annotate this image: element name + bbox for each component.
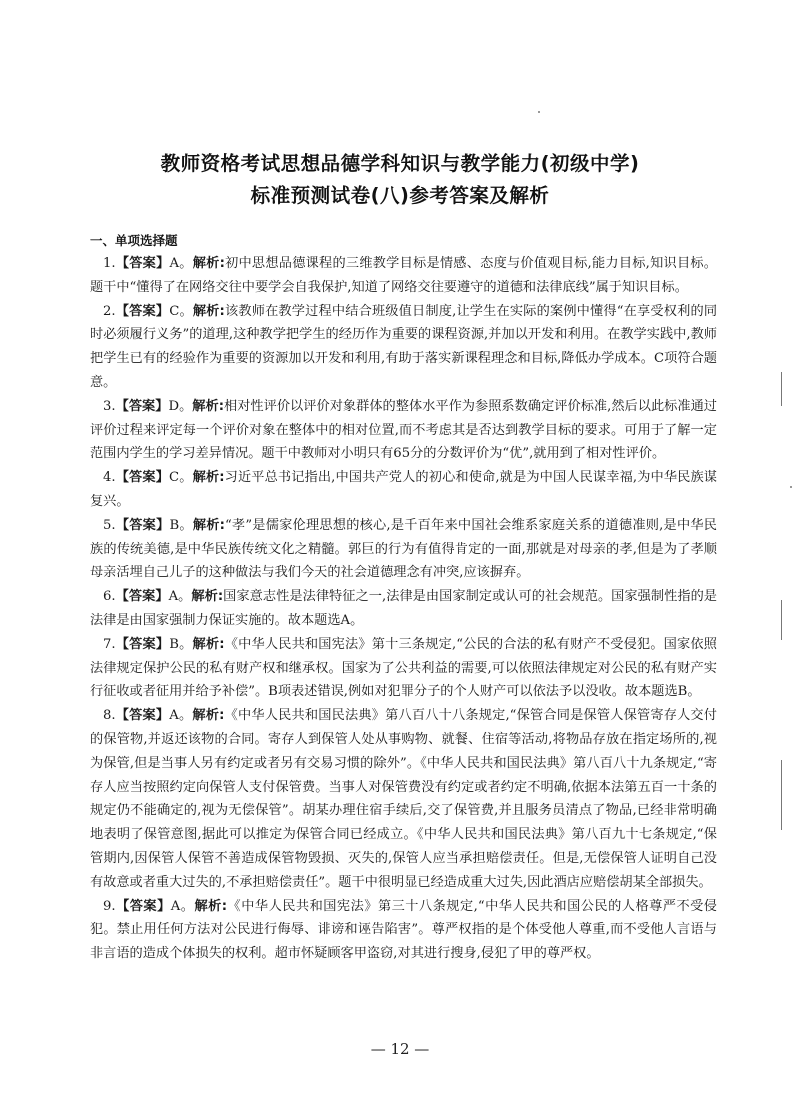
analysis-tag: 解析: [192, 708, 225, 724]
analysis-tag: 解析: [191, 589, 224, 605]
analysis-text: 《中华人民共和国宪法》第十三条规定,“公民的合法的私有财产不受侵犯。国家依照法律规定保护公民的私有财产权和继承权。国家为了公共利益的需要,可以依照法律规定对公民的私有财产实行征收或者征用并给予补偿”。B项表述错误,例如对犯罪分子的个人财产可以依法予以没收。故本题选B。 [90, 636, 717, 700]
answer-tag: 【答案】 [115, 636, 170, 652]
document-title-line2: 标准预测试卷(八)参考答案及解析 [250, 184, 550, 207]
answer-tag: 【答案】 [115, 303, 170, 319]
analysis-tag: 解析: [192, 398, 224, 414]
answer-letter: A。 [169, 256, 193, 271]
answer-number: 7. [103, 636, 116, 652]
answer-tag: 【答案】 [115, 517, 170, 533]
answer-tag: 【答案】 [115, 589, 169, 605]
analysis-tag: 解析: [194, 898, 228, 914]
scan-margin-mark [781, 372, 782, 406]
answer-letter: A。 [168, 589, 192, 605]
analysis-text: 相对性评价以评价对象群体的整体水平作为参照系数确定评价标准,然后以此标准通过评价过程来评定每一个评价对象在整体中的相对位置,而不考虑其是否达到教学目标的要求。可用于了解一定范围内学生的学习差异情况。题干中教师对小明只有65分的分数评价为“优”,就用到了相对性评价。 [90, 398, 717, 462]
answer-letter: B。 [169, 517, 193, 533]
analysis-tag: 解析: [192, 636, 225, 652]
analysis-text: 初中思想品德课程的三维教学目标是情感、态度与价值观目标,能力目标,知识目标。题干中“懂得了在网络交往中要学会自我保护,知道了网络交往要遵守的道德和法律底线”属于知识目标。 [90, 256, 717, 295]
answer-tag: 【答案】 [115, 256, 170, 271]
answer-letter: C。 [169, 470, 193, 486]
section-heading: 一、单项选择题 [90, 233, 178, 248]
answer-letter: A。 [170, 898, 195, 914]
answer-number: 8. [103, 708, 116, 724]
answer-number: 1. [103, 256, 116, 271]
answer-item [90, 514, 717, 585]
answer-item [90, 585, 717, 633]
answer-letter: D。 [168, 398, 193, 414]
scan-margin-mark [781, 760, 782, 830]
analysis-tag: 解析: [192, 303, 225, 319]
answer-letter: A。 [169, 708, 193, 724]
answer-item [90, 895, 717, 966]
scan-margin-mark [781, 600, 782, 640]
answer-item [90, 633, 717, 704]
analysis-text: 《中华人民共和国民法典》第八百八十八条规定,“保管合同是保管人保管寄存人交付的保管物,并返还该物的合同。寄存人到保管人处从事购物、就餐、住宿等活动,将物品存放在指定场所的,视为保管,但是当事人另有约定或者另有交易习惯的除外”。《中华人民共和国民法典》第八百八十九条规定,“寄存人应当按照约定向保管人支付保管费。当事人对保管费没有约定或者约定不明确,依据本法第五百一十条的规定仍不能确定的,视为无偿保管”。胡某办理住宿手续后,交了保管费,并且服务员清点了物品,已经非常明确地表明了保管意图,据此可以推定为保管合同已经成立。《中华人民共和国民法典》第八百九十七条规定,“保管期内,因保管人保管不善造成保管物毁损、灭失的,保管人应当承担赔偿责任。但是,无偿保管人证明自己没有故意或者重大过失的,不承担赔偿责任”。题干中很明显已经造成重大过失,因此酒店应赔偿胡某全部损失。 [90, 708, 717, 890]
answer-tag: 【答案】 [115, 708, 170, 724]
answer-number: 9. [103, 898, 116, 914]
analysis-text: 国家意志性是法律特征之一,法律是由国家制定或认可的社会规范。国家强制性指的是法律是由国家强制力保证实施的。故本题选A。 [90, 589, 717, 628]
answer-item [90, 252, 717, 300]
document-title-line1: 教师资格考试思想品德学科知识与教学能力(初级中学) [160, 152, 640, 175]
answer-item [90, 704, 717, 894]
page-number: — 12 — [370, 1040, 430, 1058]
answer-item [90, 466, 717, 514]
analysis-tag: 解析: [192, 470, 225, 486]
answer-item [90, 395, 717, 466]
analysis-text: 《中华人民共和国宪法》第三十八条规定,“中华人民共和国公民的人格尊严不受侵犯。禁止用任何方法对公民进行侮辱、诽谤和诬告陷害”。尊严权指的是个体受他人尊重,而不受他人言语与非言语的造成个体损失的权利。超市怀疑顾客甲盗窃,对其进行搜身,侵犯了甲的尊严权。 [90, 898, 717, 962]
answer-item [90, 300, 717, 395]
analysis-tag: 解析: [192, 517, 225, 533]
answer-number: 5. [103, 517, 116, 533]
answer-number: 4. [103, 470, 116, 486]
analysis-text: 该教师在教学过程中结合班级值日制度,让学生在实际的案例中懂得“在享受权利的同时必须履行义务”的道理,这种教学把学生的经历作为重要的课程资源,并加以开发和利用。在教学实践中,教师把学生已有的经验作为重要的资源加以开发和利用,有助于落实新课程理念和目标,降低办学成本。C项符合题意。 [90, 303, 718, 390]
answer-number: 3. [103, 398, 116, 414]
analysis-tag: 解析: [192, 256, 225, 271]
answer-tag: 【答案】 [115, 398, 169, 414]
analysis-text: 习近平总书记指出,中国共产党人的初心和使命,就是为中国人民谋幸福,为中华民族谋复兴。 [90, 470, 717, 509]
answer-number: 2. [103, 303, 116, 319]
answer-number: 6. [103, 589, 116, 605]
answer-tag: 【答案】 [115, 898, 171, 914]
scan-speck [790, 486, 792, 488]
answer-letter: C。 [169, 303, 193, 319]
answer-letter: B。 [169, 636, 193, 652]
answer-tag: 【答案】 [115, 470, 170, 486]
answer-list [90, 252, 717, 966]
analysis-text: “孝”是儒家伦理思想的核心,是千百年来中国社会维系家庭关系的道德准则,是中华民族的传统美德,是中华民族传统文化之精髓。郭巨的行为有值得肯定的一面,那就是对母亲的孝,但是为了孝顺母亲活埋自己儿子的这种做法与我们今天的社会道德理念有冲突,应该摒弃。 [90, 517, 717, 581]
scan-speck [538, 111, 540, 113]
